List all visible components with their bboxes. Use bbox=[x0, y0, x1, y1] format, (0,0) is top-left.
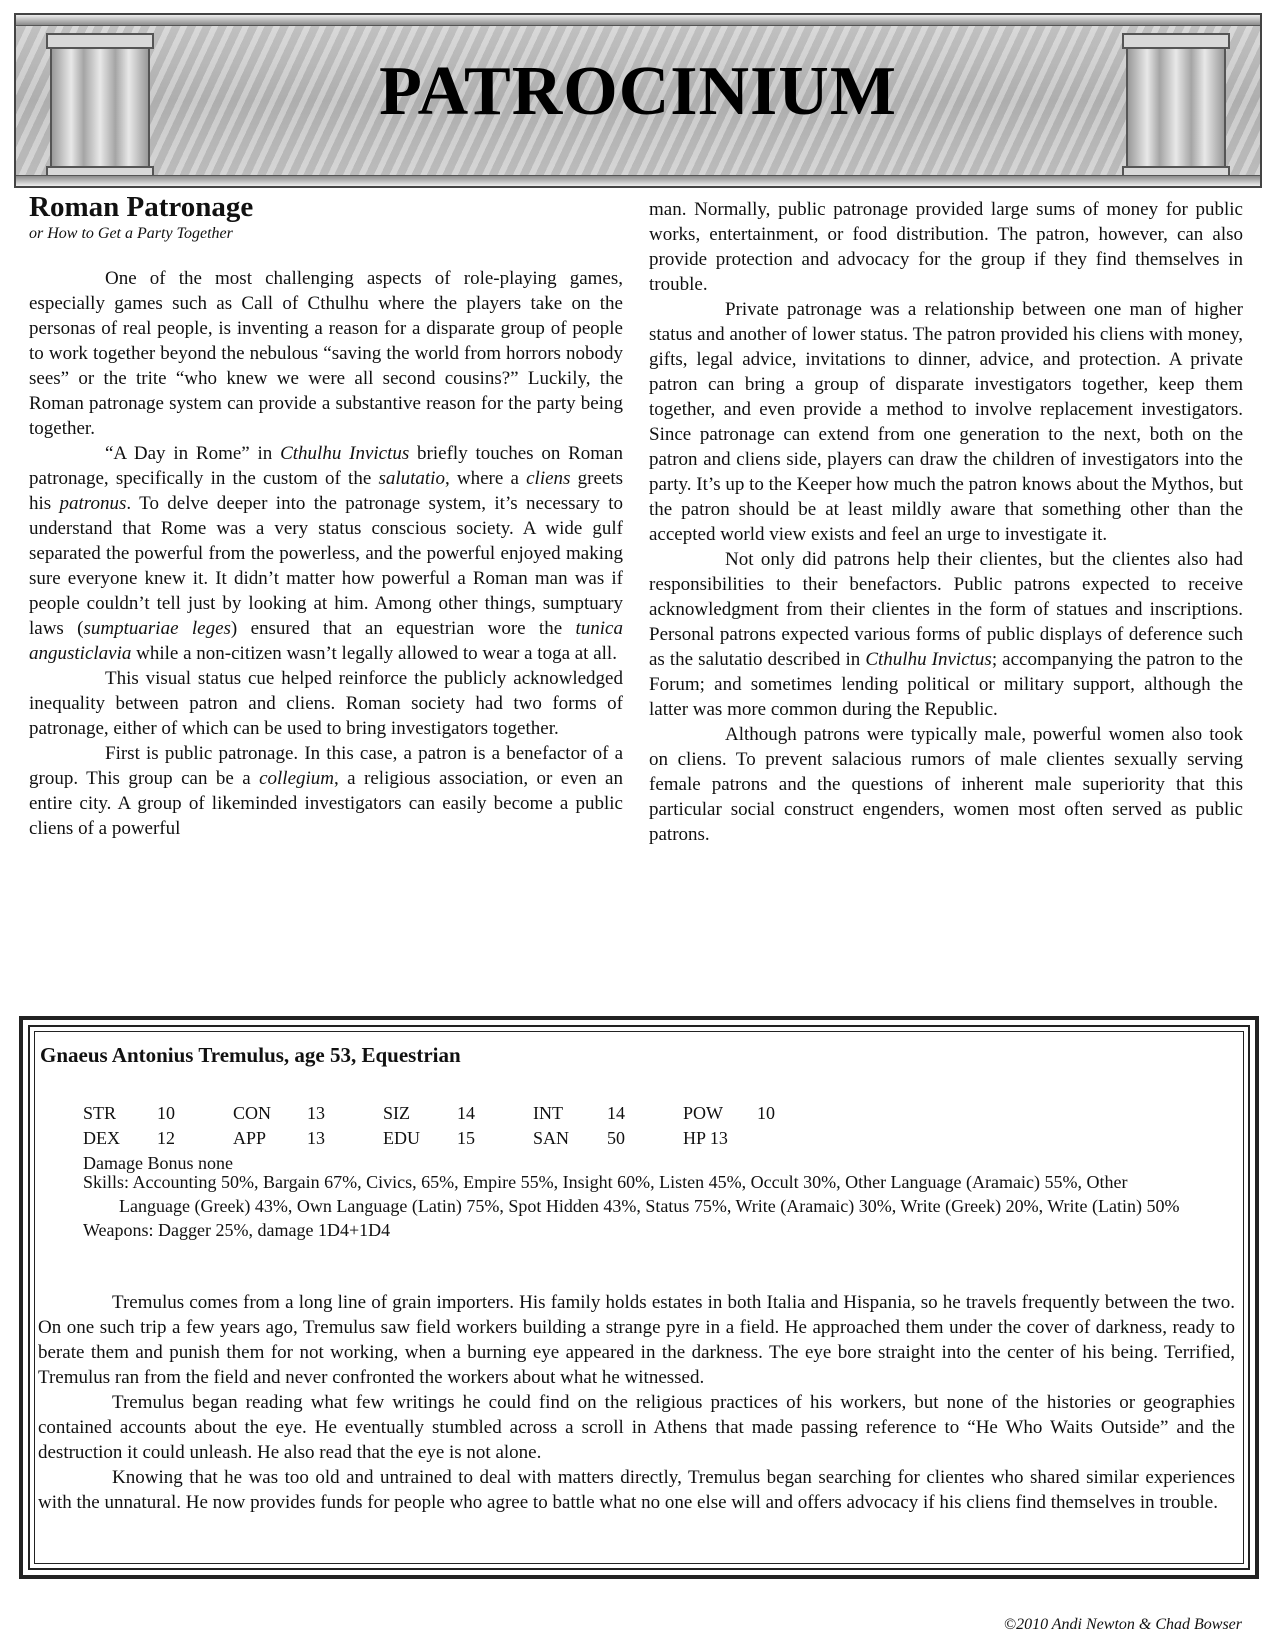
stat-value: 50 bbox=[607, 1128, 625, 1148]
left-column bbox=[29, 190, 623, 841]
article-subheading: or How to Get a Party Together bbox=[29, 225, 233, 242]
npc-biography bbox=[38, 1290, 1235, 1515]
stat-value: 13 bbox=[307, 1128, 325, 1148]
weapons-list: Weapons: Dagger 25%, damage 1D4+1D4 bbox=[83, 1220, 391, 1240]
paragraph: Not only did patrons help their clientes, but the clientes also had responsibilities to their benefactors. Public patrons expected to receive acknowledgment from their clientes in the form of statues and inscriptions. Personal patrons expected various forms of public displays of deference such as the salutatio described in Cthulhu Invictus; accompanying the patron to the Forum; and sometimes lending political or military support, although the latter was more common during the Republic. bbox=[649, 549, 1243, 720]
npc-stat-table bbox=[83, 1101, 833, 1151]
paragraph: Although patrons were typically male, powerful women also took on cliens. To prevent salacious rumors of male clientes sexually serving female patrons and the questions of inherent male superiority that this particular social construct engenders, women most often served as public patrons. bbox=[649, 724, 1243, 845]
paragraph: Tremulus began reading what few writings he could find on the religious practices of his workers, but none of the histories or geographies contained accounts about the eye. He eventually stumbled across a scroll in Athens that made passing reference to “He Who Waits Outside” and the destruction it could unleash. He also read that the eye is not alone. bbox=[38, 1392, 1235, 1463]
stat-label: DEX bbox=[83, 1128, 120, 1148]
stat-value: 12 bbox=[157, 1128, 175, 1148]
stat-label: HP 13 bbox=[683, 1128, 728, 1148]
article-heading: Roman Patronage bbox=[29, 191, 254, 223]
npc-title: Gnaeus Antonius Tremulus, age 53, Equestrian bbox=[40, 1043, 461, 1067]
stat-value: 14 bbox=[457, 1103, 475, 1123]
banner-bottom-edge bbox=[16, 175, 1260, 186]
title-banner bbox=[14, 13, 1262, 188]
stat-label: EDU bbox=[383, 1128, 420, 1148]
banner-top-edge bbox=[16, 15, 1260, 26]
stat-label: SIZ bbox=[383, 1103, 410, 1123]
stat-value: 14 bbox=[607, 1103, 625, 1123]
damage-bonus: Damage Bonus none bbox=[83, 1153, 233, 1173]
stat-value: 10 bbox=[157, 1103, 175, 1123]
paragraph: Private patronage was a relationship between one man of higher status and another of lower status. The patron provided his cliens with money, gifts, legal advice, invitations to dinner, advice, and protection. A private patron can bring a group of disparate investigators together, keep them together, and even provide a method to involve replacement investigators. Since patronage can extend from one generation to the next, both on the patron and cliens side, players can draw the children of investigators into the party. It’s up to the Keeper how much the patron knows about the Mythos, but the patron should be at least mildly aware that something other than the accepted world view exists and feel an urge to investigate it. bbox=[649, 299, 1243, 545]
stat-value: 13 bbox=[307, 1103, 325, 1123]
stat-label: STR bbox=[83, 1103, 117, 1123]
stat-label: INT bbox=[533, 1103, 563, 1123]
stat-label: APP bbox=[233, 1128, 267, 1148]
stat-label: POW bbox=[683, 1103, 723, 1123]
paragraph: “A Day in Rome” in Cthulhu Invictus briefly touches on Roman patronage, specifically in the custom of the salutatio, where a cliens greets his patronus. To delve deeper into the patronage system, it’s necessary to understand that Rome was a very status conscious society. A wide gulf separated the powerful from the powerless, and the powerful enjoyed making sure everyone knew it. It didn’t matter how powerful a Roman man was if people couldn’t tell just by looking at him. Among other things, sumptuary laws (sumptuariae leges) ensured that an equestrian wore the tunica angusticlavia while a non-citizen wasn’t legally allowed to wear a toga at all. bbox=[29, 443, 623, 664]
paragraph: This visual status cue helped reinforce the publicly acknowledged inequality between patron and cliens. Roman society had two forms of patronage, either of which can be used to bring investigators together. bbox=[29, 668, 623, 739]
paragraph: First is public patronage. In this case, a patron is a benefactor of a group. This group can be a collegium, a religious association, or even an entire city. A group of likeminded investigators can easily become a public cliens of a powerful bbox=[29, 743, 623, 839]
stat-label: SAN bbox=[533, 1128, 570, 1148]
paragraph: man. Normally, public patronage provided large sums of money for public works, entertainment, or food distribution. The patron, however, can also provide protection and advocacy for the group if they find themselves in trouble. bbox=[649, 199, 1243, 295]
right-column bbox=[649, 197, 1243, 847]
skills-list: Skills: Accounting 50%, Bargain 67%, Civics, 65%, Empire 55%, Insight 60%, Listen 45%, Occult 30%, Other Language (Aramaic) 55%, Other Language (Greek) 43%, Own Language (Latin) 75%, Spot Hidden 43%, Status 75%, Write (Aramaic) 30%, Write (Greek) 20%, Write (Latin) 50% bbox=[83, 1172, 1180, 1216]
paragraph: One of the most challenging aspects of role-playing games, especially games such as Call of Cthulhu where the players take on the personas of real people, is inventing a reason for a disparate group of people to work together beyond the nebulous “saving the world from horrors nobody sees” or the trite “who knew we were all second cousins?” Luckily, the Roman patronage system can provide a substantive reason for the party being together. bbox=[29, 268, 623, 439]
paragraph: Knowing that he was too old and untrained to deal with matters directly, Tremulus began searching for clientes who shared similar experiences with the unnatural. He now provides funds for people who agree to battle what no one else will and offers advocacy if his cliens find themselves in trouble. bbox=[38, 1467, 1235, 1513]
paragraph: Tremulus comes from a long line of grain importers. His family holds estates in both Italia and Hispania, so he travels frequently between the two. On one such trip a few years ago, Tremulus saw field workers building a strange pyre in a field. He approached them under the cover of darkness, ready to berate them and punish them for not working, when a burning eye appeared in the darkness. The eye bore straight into the center of his being. Terrified, Tremulus ran from the field and never confronted the workers about what he witnessed. bbox=[38, 1292, 1235, 1388]
stat-value: 10 bbox=[757, 1103, 775, 1123]
page-title: PATROCINIUM bbox=[379, 53, 897, 130]
stat-label: CON bbox=[233, 1103, 272, 1123]
stat-value bbox=[757, 1126, 833, 1151]
stat-value: 15 bbox=[457, 1128, 475, 1148]
copyright-footer: ©2010 Andi Newton & Chad Bowser bbox=[1003, 1616, 1242, 1633]
npc-skills-block bbox=[83, 1170, 1193, 1242]
